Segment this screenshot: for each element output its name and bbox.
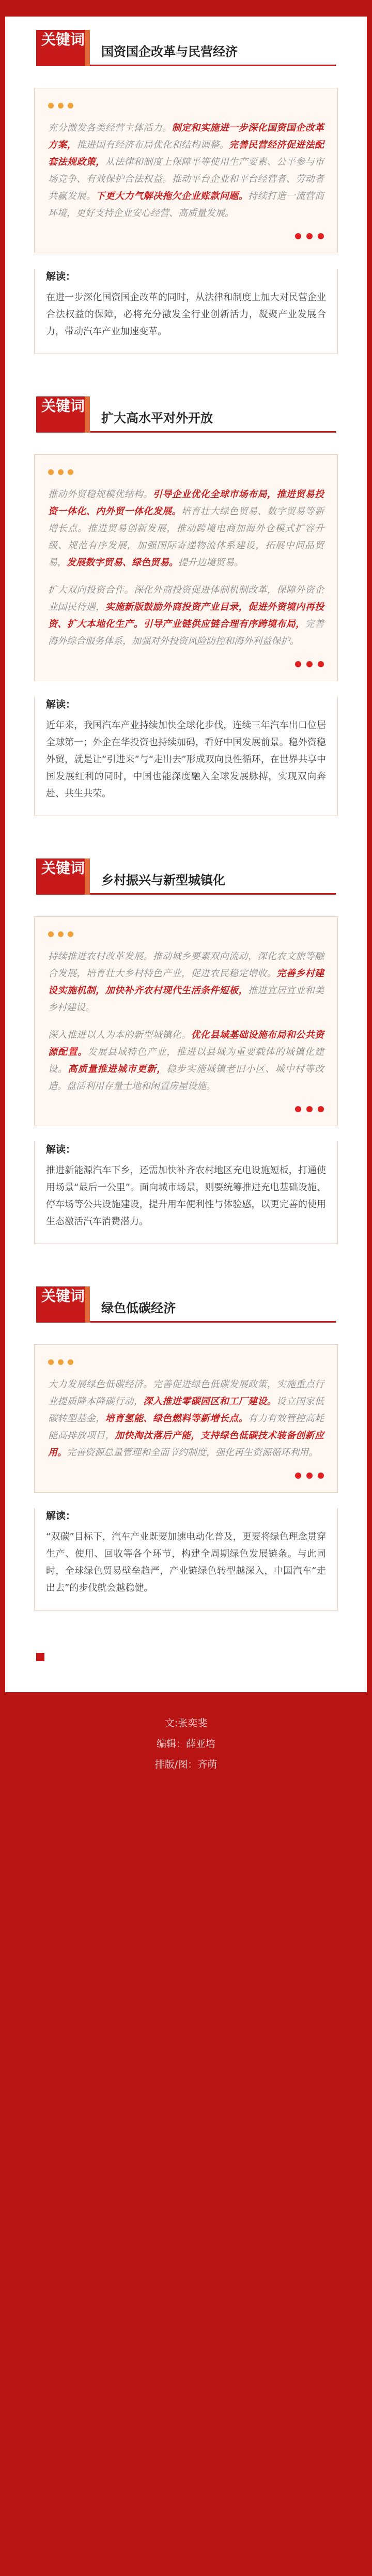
interpretation-text: 近年来，我国汽车产业持续加快全球化步伐，连续三年汽车出口位居全球第一；外企在华投资也持续加码，看好中国发展前景。稳外资稳外贸，就是让“引进来”与“走出去”形成双向良性循环，在世界共享中国发展红利的同时，中国也能深度融入全球发展脉搏，实现双向奔赴、共生共荣。 [46,720,326,799]
section-4 [5,1286,367,1611]
orange-dots-icon [48,468,324,476]
red-dots-icon [48,660,324,668]
quote-paragraph [48,1026,324,1095]
keyword-badge: 关键词 [36,858,85,895]
body-text: 有力有效管控高耗能高排放项目， [48,1413,324,1441]
dot-icon [68,1359,73,1365]
dot-icon [318,233,324,239]
dot-icon [48,103,54,109]
dot-icon [295,1106,301,1112]
highlight-text: 培育氢能、绿色燃料等新增长点。 [105,1413,249,1424]
body-text: 发展县域特色产业，推进以县城为重要载体的城镇化建设。 [48,1047,324,1075]
dot-icon [318,661,324,667]
body-text: 持续打造一流营商环境，更好支持企业安心经营、高质量发展。 [48,191,324,219]
highlight-text: 完善乡村建设实施机制，加快补齐农村现代生活条件短板， [48,968,324,996]
body-text: 稳步实施城镇老旧小区、城中村等改造。盘活利用存量土地和闲置房屋设施。 [48,1064,324,1092]
dot-icon [295,1473,301,1479]
section-title: 扩大高水平对外开放 [101,411,213,425]
dot-icon [318,1106,324,1112]
body-text: 推进宜居宜业和美乡村建设。 [48,985,324,1013]
highlight-text: 制定和实施进一步深化国资国企改革方案， [48,122,324,150]
section-title: 国资国企改革与民营经济 [101,44,238,59]
keyword-badge: 关键词 [36,396,85,433]
keyword-header [36,1286,336,1323]
policy-quote-card [34,1344,338,1493]
red-dots-icon [48,1471,324,1480]
dot-icon [68,931,73,937]
highlight-text: 深入推进零碳园区和工厂建设。 [143,1396,277,1407]
body-text: 完善资源总量管理和全面节约制度，强化再生资源循环利用。 [67,1447,318,1458]
interpretation-label: 解读： [46,1144,76,1155]
dot-icon [58,103,64,109]
interpretation-text: 推进新能源汽车下乡，还需加快补齐农村地区充电设施短板，打通使用场景“最后一公里”。面向城市场景，则要统筹推进充电基础设施、停车场等公共设施建设，提升用车便利性与体验感，以更完善的使用生态激活汽车消费潜力。 [46,1165,326,1227]
policy-quote-card [34,916,338,1126]
policy-quote-card [34,454,338,681]
policy-quote-card [34,88,338,253]
section-1 [5,30,367,354]
credit-editor: 编辑：薛亚培 [156,1738,215,1750]
body-text: 扩大双向投资合作。深化外商投资促进体制机制改革，保障外资企业国民待遇， [48,585,324,612]
body-text: 推进国有经济布局优化和结构调整。 [76,140,229,150]
section-title: 乡村振兴与新型城镇化 [101,873,225,887]
orange-dots-icon [48,930,324,938]
dot-icon [306,1473,313,1479]
interpretation-label: 解读： [46,271,76,282]
highlight-text: 优化县域基础设施布局和公共资源配置。 [48,1030,324,1057]
keyword-badge: 关键词 [36,30,85,66]
keyword-badge: 关键词 [36,1286,85,1323]
section-title: 绿色低碳经济 [101,1301,176,1315]
interpretation-box [34,1508,338,1611]
highlight-text: 引导企业优化全球市场布局，推进贸易投资一体化、内外贸一体化发展。 [48,489,324,517]
end-square-icon [36,1653,44,1661]
red-dots-icon [48,1105,324,1113]
interpretation-label: 解读： [46,699,76,710]
interpretation-box [34,1142,338,1244]
dot-icon [48,931,54,937]
interpretation-box [34,269,338,354]
quote-paragraph [48,948,324,1016]
credit-layout: 排版/图：齐萌 [154,1759,218,1770]
dot-icon [68,103,73,109]
body-text: 深入推进以人为本的新型城镇化。 [48,1030,191,1040]
credits [0,1713,372,1775]
red-dots-icon [48,232,324,240]
body-text: 大力发展绿色低碳经济。完善促进绿色低碳发展政策，实施重点行业提质降本降碳行动， [48,1379,324,1407]
content-panel [5,17,367,1692]
body-text: 充分激发各类经营主体活力。 [48,122,172,133]
dot-icon [58,469,64,475]
keyword-header [36,30,336,66]
quote-paragraph [48,1376,324,1461]
body-text: 培育壮大绿色贸易、数字贸易等新增长点。推进贸易创新发展，推动跨境电商加海外仓模式扩容升级、规范有序发展，加强国际寄递物流体系建设，拓展中间品贸易， [48,506,324,568]
section-3 [5,858,367,1244]
dot-icon [48,1359,54,1365]
dot-icon [48,469,54,475]
keyword-header [36,858,336,895]
interpretation-text: 在进一步深化国资国企改革的同时，从法律和制度上加大对民营企业合法权益的保障，必将充分激发全行业创新活力，凝聚产业发展合力，带动汽车产业加速变革。 [46,292,326,337]
dot-icon [58,931,64,937]
body-text: 持续推进农村改革发展。推动城乡要素双向流动，深化农文旅等融合发展，培育壮大乡村特色产业，促进农民稳定增收。 [48,951,324,979]
body-text: 完善海外综合服务体系，加强对外投资风险防控和海外利益保护。 [48,619,324,647]
dot-icon [318,1473,324,1479]
quote-paragraph [48,486,324,571]
highlight-text: 下更大力气解决拖欠企业账款问题。 [96,191,249,202]
highlight-text: 加快淘汰落后产能，支持绿色低碳技术装备创新应用。 [48,1430,324,1458]
body-text: 设立国家低碳转型基金， [48,1396,324,1424]
body-text: 推动外贸稳规模优结构。 [48,489,153,500]
highlight-text: 实施新版鼓励外商投资产业目录，促进外资境内再投资、扩大本地化生产。引导产业链供应链合理有序跨境布局， [48,602,324,630]
body-text: 提升边境贸易。 [178,557,243,568]
dot-icon [306,1106,313,1112]
quote-paragraph [48,119,324,222]
interpretation-text: “双碳”目标下，汽车产业既要加速电动化普及，更要将绿色理念贯穿生产、使用、回收等各个环节，构建全周期绿色发展链条。与此同时，全球绿色贸易壁垒趋严，产业链绿色转型越深入，中国汽车“走出去”的步伐就会越稳健。 [46,1531,326,1593]
credit-author: 文:张奕斐 [164,1718,208,1729]
dot-icon [58,1359,64,1365]
orange-dots-icon [48,102,324,109]
section-2 [5,396,367,816]
keyword-header [36,396,336,433]
orange-dots-icon [48,1358,324,1366]
dot-icon [306,233,313,239]
highlight-text: 高质量推进城市更新， [68,1064,167,1075]
dot-icon [295,233,301,239]
interpretation-box [34,697,338,816]
highlight-text: 完善民营经济促进法配套法规政策， [48,140,324,167]
dot-icon [295,661,301,667]
highlight-text: 发展数字贸易、绿色贸易。 [67,557,178,568]
quote-paragraph [48,581,324,650]
body-text: 从法律和制度上保障平等使用生产要素、公平参与市场竞争、有效保护合法权益。推动平台企业和平台经营者、劳动者共赢发展。 [48,157,324,202]
dot-icon [306,661,313,667]
interpretation-label: 解读： [46,1510,76,1522]
dot-icon [68,469,73,475]
